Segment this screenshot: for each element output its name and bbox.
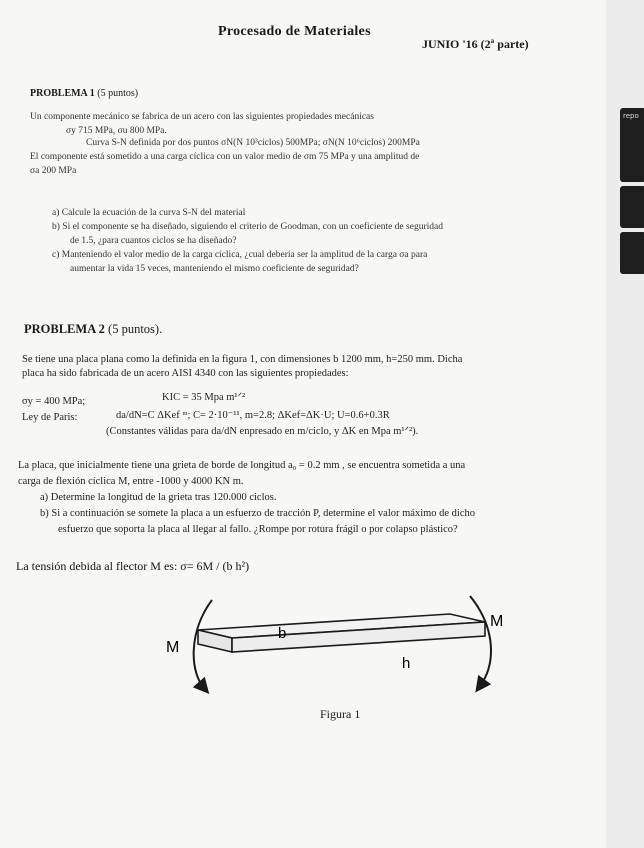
label-m-left: M	[166, 639, 180, 656]
problem2-crack-line2: carga de flexión cíclica M, entre -1000 y 4000 KN m.	[18, 476, 244, 487]
problem2-tension-formula: La tensión debida al flector M es: σ= 6M / (b h²)	[16, 559, 250, 573]
problem1-points: (5 puntos)	[97, 88, 139, 99]
side-tab-text: repo	[623, 112, 639, 120]
problem2-title: PROBLEMA 2	[24, 322, 105, 336]
moment-arrow-right	[470, 596, 491, 686]
problem2-sigma-y: σy = 400 MPa;	[22, 396, 86, 407]
problem1-question-a: a) Calcule la ecuación de la curva S-N del material	[52, 208, 246, 218]
figure-plate-diagram	[160, 592, 520, 702]
problem1-curve: Curva S-N definida por dos puntos σN(N 10³ciclos) 500MPa; σN(N 10⁶ciclos) 200MPa	[86, 138, 420, 148]
label-h: h	[402, 655, 411, 672]
problem2-kic: KIC = 35 Mpa m¹ᐟ²	[162, 392, 246, 403]
problem2-heading	[24, 322, 162, 336]
label-m-right: M	[490, 613, 504, 630]
screen-edge	[606, 0, 644, 848]
figure-caption: Figura 1	[320, 707, 361, 721]
problem2-points: (5 puntos).	[108, 322, 163, 336]
problem1-question-b-line2: de 1.5, ¿para cuantos ciclos se ha diseñado?	[70, 236, 237, 246]
problem1-props: σy 715 MPa, σu 800 MPa.	[66, 126, 167, 136]
problem2-paris-note: (Constantes válidas para da/dN enpresado en m/ciclo, y ΔK en Mpa m¹ᐟ²).	[106, 426, 419, 437]
problem2-crack-line1: La placa, que inicialmente tiene una grieta de borde de longitud a₀ = 0.2 mm , se encuentra sometida a una	[18, 460, 466, 471]
problem1-load-line2: σa 200 MPa	[30, 166, 77, 176]
problem1-intro: Un componente mecánico se fabrica de un acero con las siguientes propiedades mecánicas	[30, 112, 374, 122]
problem2-paris-equation: da/dN=C ΔKef ᵐ; C= 2·10⁻¹¹, m=2.8; ΔKef=ΔK·U; U=0.6+0.3R	[116, 410, 390, 421]
problem1-question-c-line1: c) Manteniendo el valor medio de la carga cíclica, ¿cual debería ser la amplitud de la carga σa para	[52, 250, 428, 260]
problem2-question-a: a) Determine la longitud de la grieta tras 120.000 ciclos.	[40, 492, 277, 503]
problem1-heading	[30, 88, 138, 100]
problem1-load-line1: El componente está sometido a una carga cíclica con un valor medio de σm 75 MPa y una amplitud de	[30, 152, 420, 162]
side-tab-2[interactable]	[620, 140, 644, 182]
side-tab-4[interactable]	[620, 232, 644, 274]
problem2-intro-line2: placa ha sido fabricada de un acero AISI 4340 con las siguientes propiedades:	[22, 368, 349, 379]
problem1-title: PROBLEMA 1	[30, 88, 95, 99]
problem2-question-b-line2: esfuerzo que soporta la placa al llegar al fallo. ¿Rompe por rotura frágil o por colapso plástico?	[58, 524, 458, 535]
problem2-paris-label: Ley de Paris:	[22, 412, 78, 423]
plate-shape	[198, 614, 485, 652]
problem2-intro-line1: Se tiene una placa plana como la definida en la figura 1, con dimensiones b 1200 mm, h=250 mm. Dicha	[22, 354, 463, 365]
page-title: Procesado de Materiales	[218, 24, 371, 39]
problem1-question-b-line1: b) Si el componente se ha diseñado, siguiendo el criterio de Goodman, con un coeficiente de seguridad	[52, 222, 443, 232]
label-b: b	[278, 625, 287, 642]
exam-date: JUNIO '16 (2ª parte)	[422, 37, 529, 51]
problem1-question-c-line2: aumentar la vida 15 veces, manteniendo el mismo coeficiente de seguridad?	[70, 264, 359, 274]
problem2-question-b-line1: b) Si a continuación se somete la placa a un esfuerzo de tracción P, determine el valor máximo de dicho	[40, 508, 476, 519]
side-tab-3[interactable]	[620, 186, 644, 228]
